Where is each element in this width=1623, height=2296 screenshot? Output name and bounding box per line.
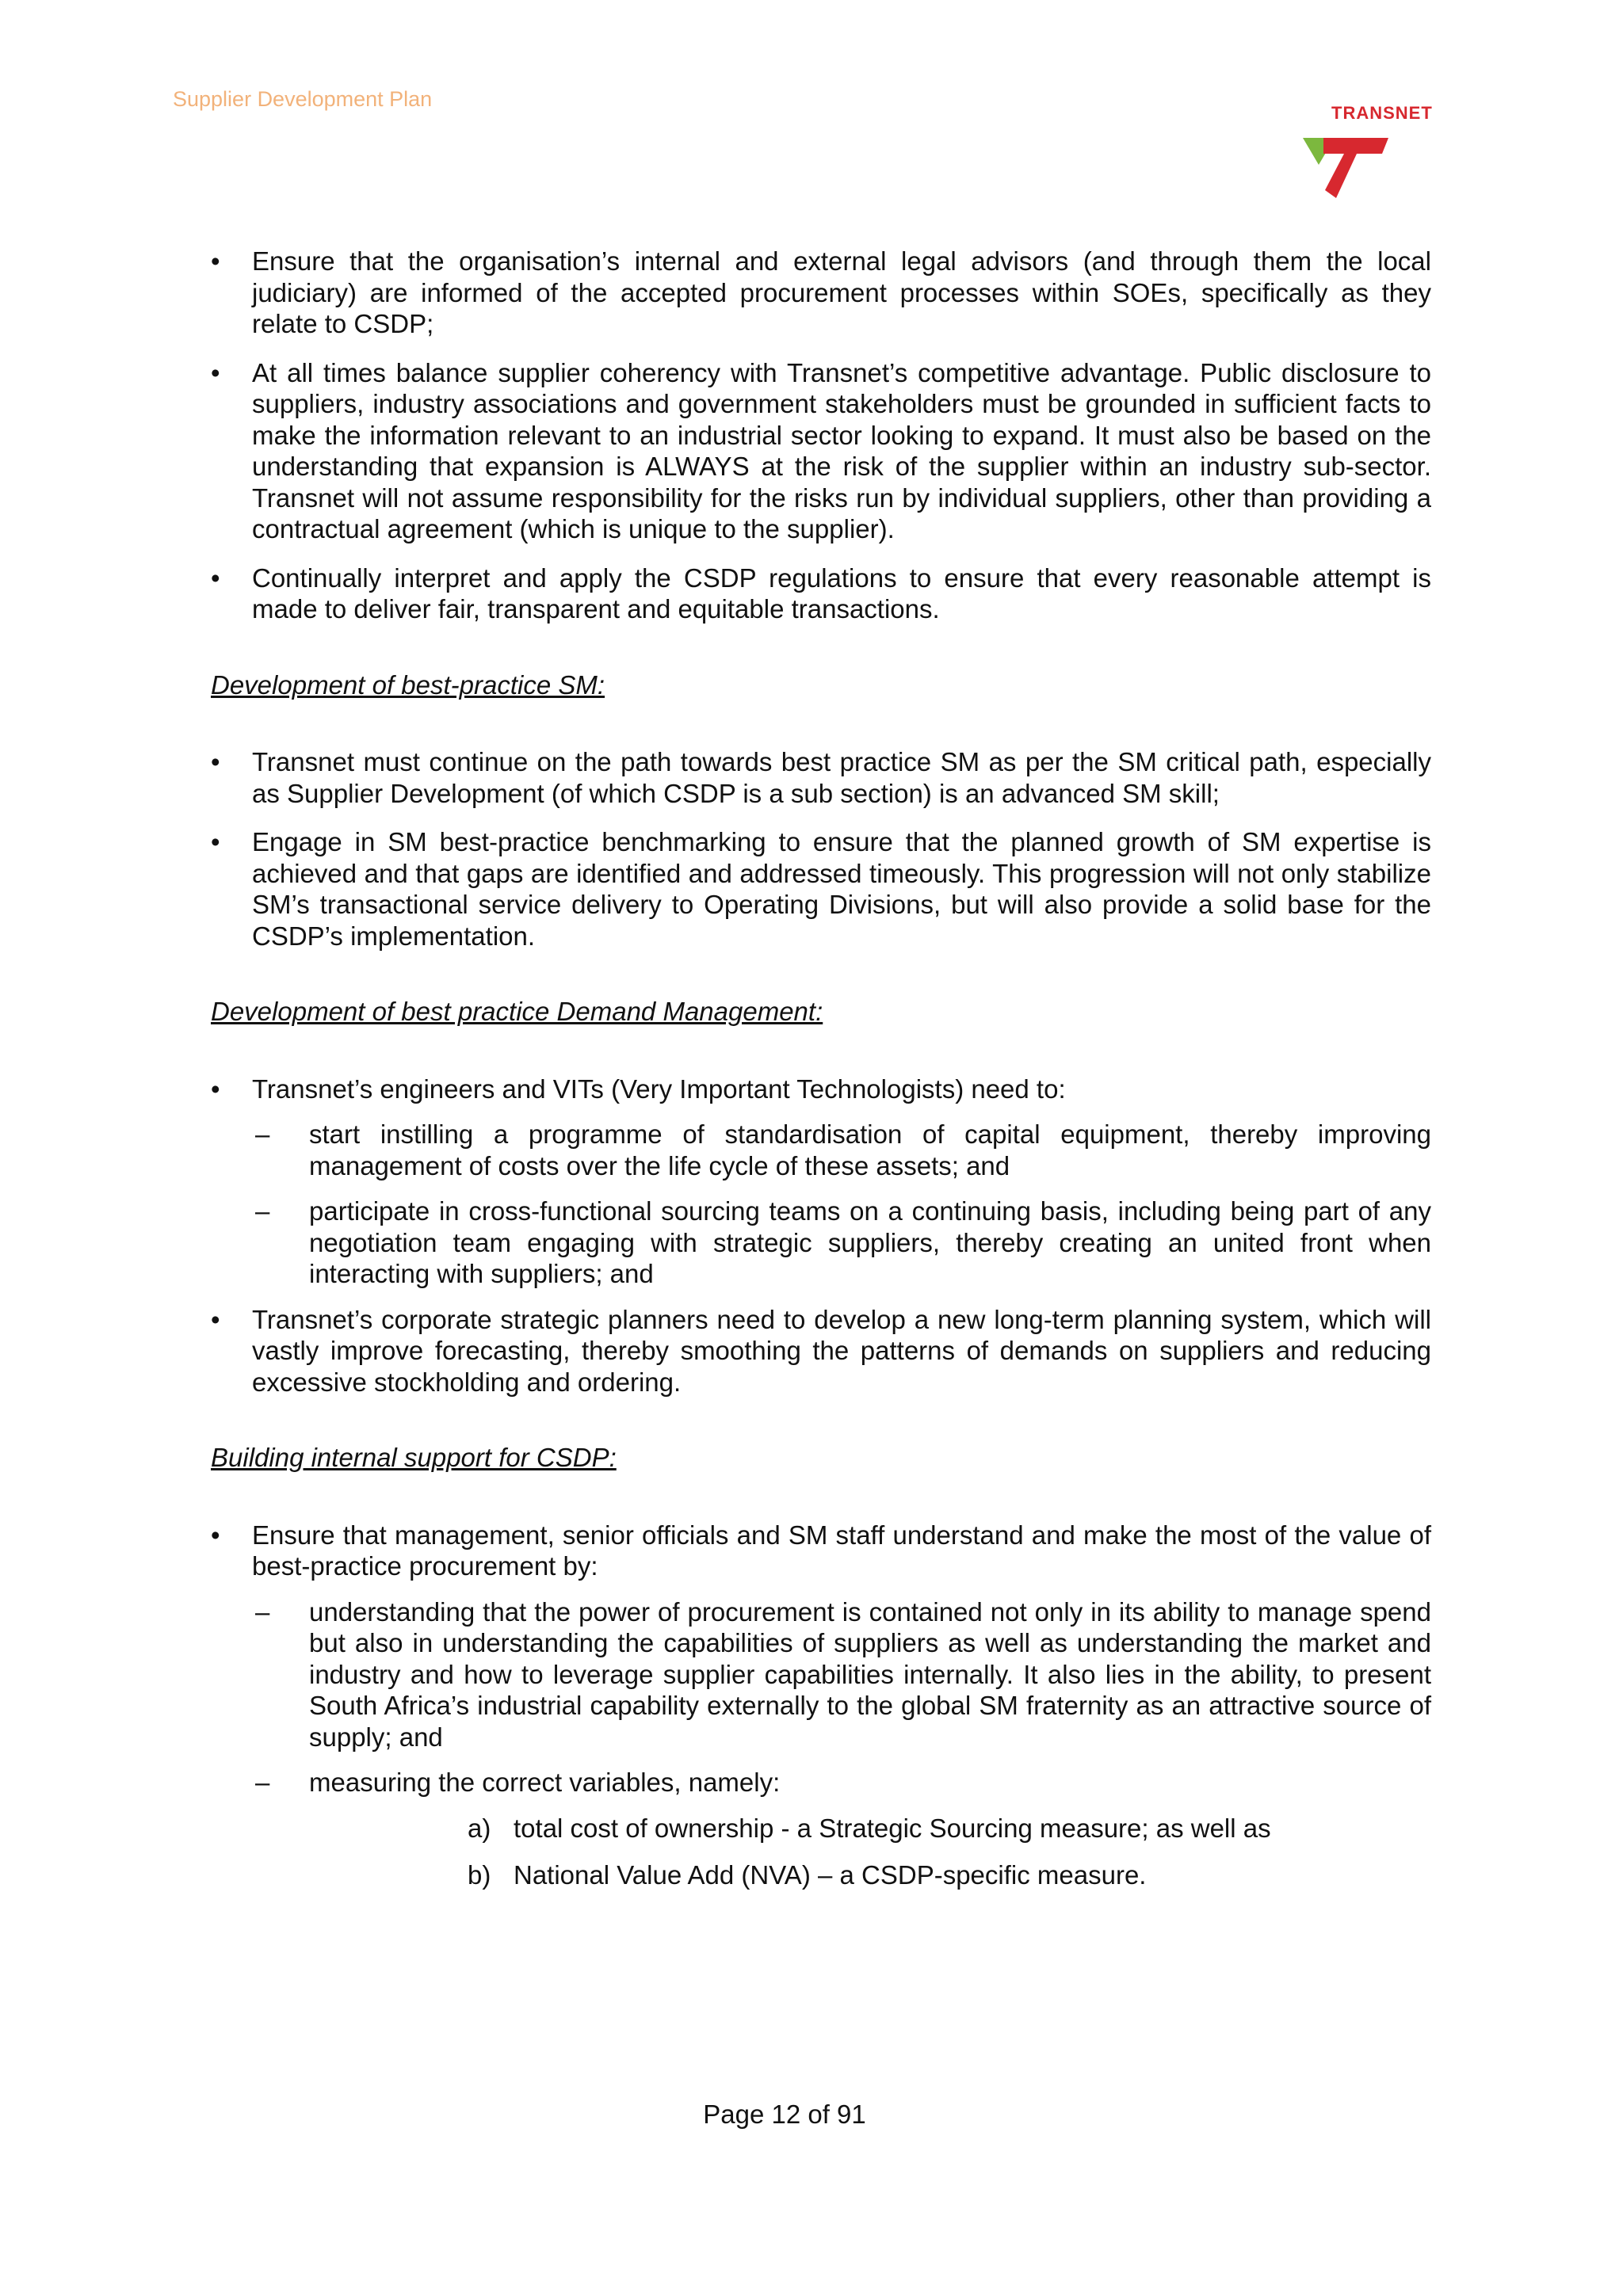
list-item: • Transnet must continue on the path towards best practice SM as per the SM critical path, especially as Supplier Development (of which CSDP is a sub section) is an advanced SM skill; [211,746,1431,809]
logo-mark-icon [1300,138,1395,198]
lettered-item [468,1813,1431,1844]
item-letter: b) [468,1860,491,1890]
list-item: • Continually interpret and apply the CSDP regulations to ensure that every reasonable attempt is made to deliver fair, transparent and equitable transactions. [211,563,1431,625]
list-item: • Transnet’s corporate strategic planners need to develop a new long-term planning system, which will vastly improve forecasting, thereby smoothing the patterns of demands on suppliers and reducing excessive stockholding and ordering. [211,1304,1431,1398]
sub-list-item: – measuring the correct variables, namely: [252,1767,1431,1798]
page-content [211,246,1431,1907]
item-letter: a) [468,1813,491,1843]
document-header-title: Supplier Development Plan [173,87,433,111]
logo-wordmark: TRANSNET [1331,103,1433,123]
section-heading-best-practice-sm: Development of best-practice SM: [211,669,605,700]
item-text: National Value Add (NVA) – a CSDP-specific measure. [514,1860,1147,1890]
transnet-logo [1300,103,1442,198]
sub-list-item: – participate in cross-functional sourcing teams on a continuing basis, including being part of any negotiation team engaging with strategic suppliers, thereby creating an united front when interacting with suppliers; and [252,1196,1431,1290]
lettered-item [468,1859,1431,1891]
list-item: • Transnet’s engineers and VITs (Very Important Technologists) need to: [211,1074,1431,1105]
section-heading-internal-support: Building internal support for CSDP: [211,1443,617,1472]
list-item: • Ensure that the organisation’s internal and external legal advisors (and through them the local judiciary) are informed of the accepted procurement processes within SOEs, specifically as they relate to CSDP; [211,246,1431,340]
section-heading-demand-management: Development of best practice Demand Management: [211,997,823,1026]
item-text: total cost of ownership - a Strategic Sourcing measure; as well as [514,1813,1271,1843]
sub-list-item: – start instilling a programme of standardisation of capital equipment, thereby improving management of costs over the life cycle of these assets; and [252,1119,1431,1181]
list-item: • Ensure that management, senior officials and SM staff understand and make the most of the value of best-practice procurement by: [211,1520,1431,1582]
list-item: • Engage in SM best-practice benchmarking to ensure that the planned growth of SM expertise is achieved and that gaps are identified and addressed timeously. This progression will not only stabilize SM’s transactional service delivery to Operating Divisions, but will also provide a solid base for the CSDP’s implementation. [211,826,1431,952]
page-number: Page 12 of 91 [703,2100,866,2129]
sub-list-item: – understanding that the power of procurement is contained not only in its ability to manage spend but also in understanding the capabilities of suppliers as well as understanding the market and industry and how to leverage supplier capabilities internally. It also lies in the ability, to present South Africa’s industrial capability externally to the global SM fraternity as an attractive source of supply; and [252,1596,1431,1753]
list-item: • At all times balance supplier coherency with Transnet’s competitive advantage. Public disclosure to suppliers, industry associations and government stakeholders must be grounded in sufficient facts to make the information relevant to an industrial sector looking to expand. It must also be based on the understanding that expansion is ALWAYS at the risk of the supplier within an industry sub-sector. Transnet will not assume responsibility for the risks run by individual suppliers, other than providing a contractual agreement (which is unique to the supplier). [211,357,1431,545]
